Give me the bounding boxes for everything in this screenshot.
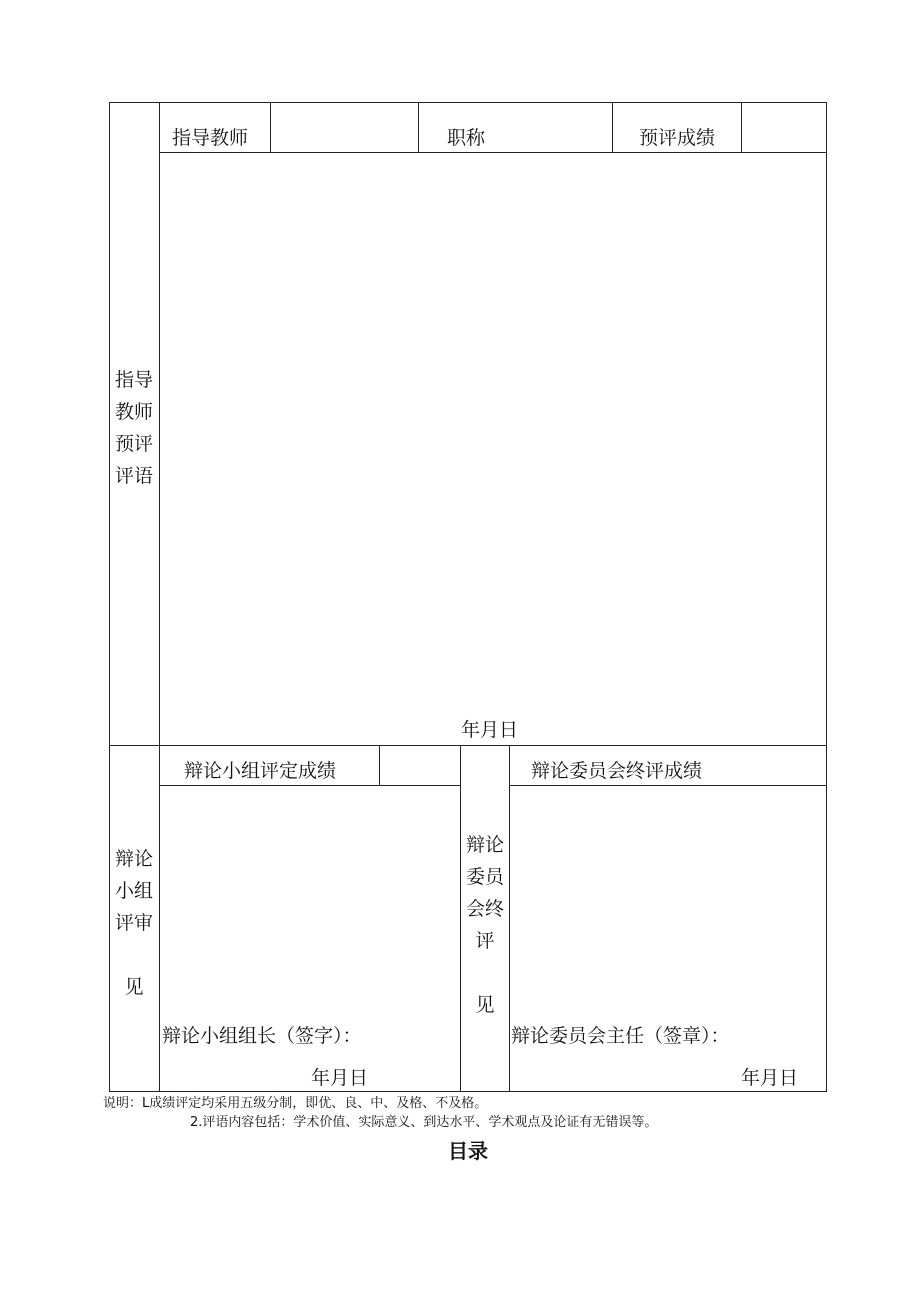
note-line-2: 2.评语内容包括：学术价值、实际意义、到达水平、学术观点及论证有无错误等。 <box>190 1115 658 1130</box>
group-section-label-line: 见 <box>124 976 144 998</box>
advisor-section-label-line: 评语 <box>114 465 153 487</box>
advisor-section-label-line: 教师 <box>114 401 153 423</box>
committee-section-label-line: 会终 <box>465 898 504 920</box>
group-grade-field[interactable] <box>381 747 459 784</box>
committee-section-label-line: 委员 <box>465 866 504 888</box>
advisor-section-label <box>109 364 159 492</box>
group-section-label-line: 辩论 <box>114 848 153 870</box>
advisor-comment-area[interactable] <box>161 154 825 714</box>
advisor-section-label-line: 预评 <box>114 433 153 455</box>
group-leader-signature: 辩论小组组长（签字）： <box>162 1025 362 1047</box>
toc-heading: 目录 <box>448 1139 488 1163</box>
group-section-label-line: 小组 <box>114 880 153 902</box>
advisor-name-field[interactable] <box>272 104 416 150</box>
advisor-name-label: 指导教师 <box>172 127 249 149</box>
committee-section-label-line: 评 <box>475 930 495 952</box>
committee-chair-signature: 辩论委员会主任（签章）： <box>511 1025 730 1047</box>
group-section-label-line <box>109 939 159 971</box>
title-label: 职称 <box>447 127 486 149</box>
committee-section-label-line: 辩论 <box>465 834 504 856</box>
group-date: 年月日 <box>311 1067 369 1089</box>
group-grade-label: 辩论小组评定成绩 <box>184 760 337 782</box>
advisor-section-label-line: 指导 <box>114 369 153 391</box>
committee-date: 年月日 <box>741 1067 799 1089</box>
committee-section-label-line: 见 <box>475 994 495 1016</box>
advisor-date: 年月日 <box>461 719 519 741</box>
committee-section-label-line <box>460 957 510 989</box>
group-section-label <box>109 843 159 1003</box>
note-line-1: 说明：L成绩评定均采用五级分制，即优、良、中、及格、不及格。 <box>103 1096 488 1111</box>
committee-section-label <box>460 829 510 1021</box>
pre-grade-field[interactable] <box>743 104 825 150</box>
group-section-label-line: 评审 <box>114 912 153 934</box>
committee-grade-label: 辩论委员会终评成绩 <box>531 760 703 782</box>
title-field[interactable] <box>482 104 610 150</box>
pre-grade-label: 预评成绩 <box>639 127 716 149</box>
